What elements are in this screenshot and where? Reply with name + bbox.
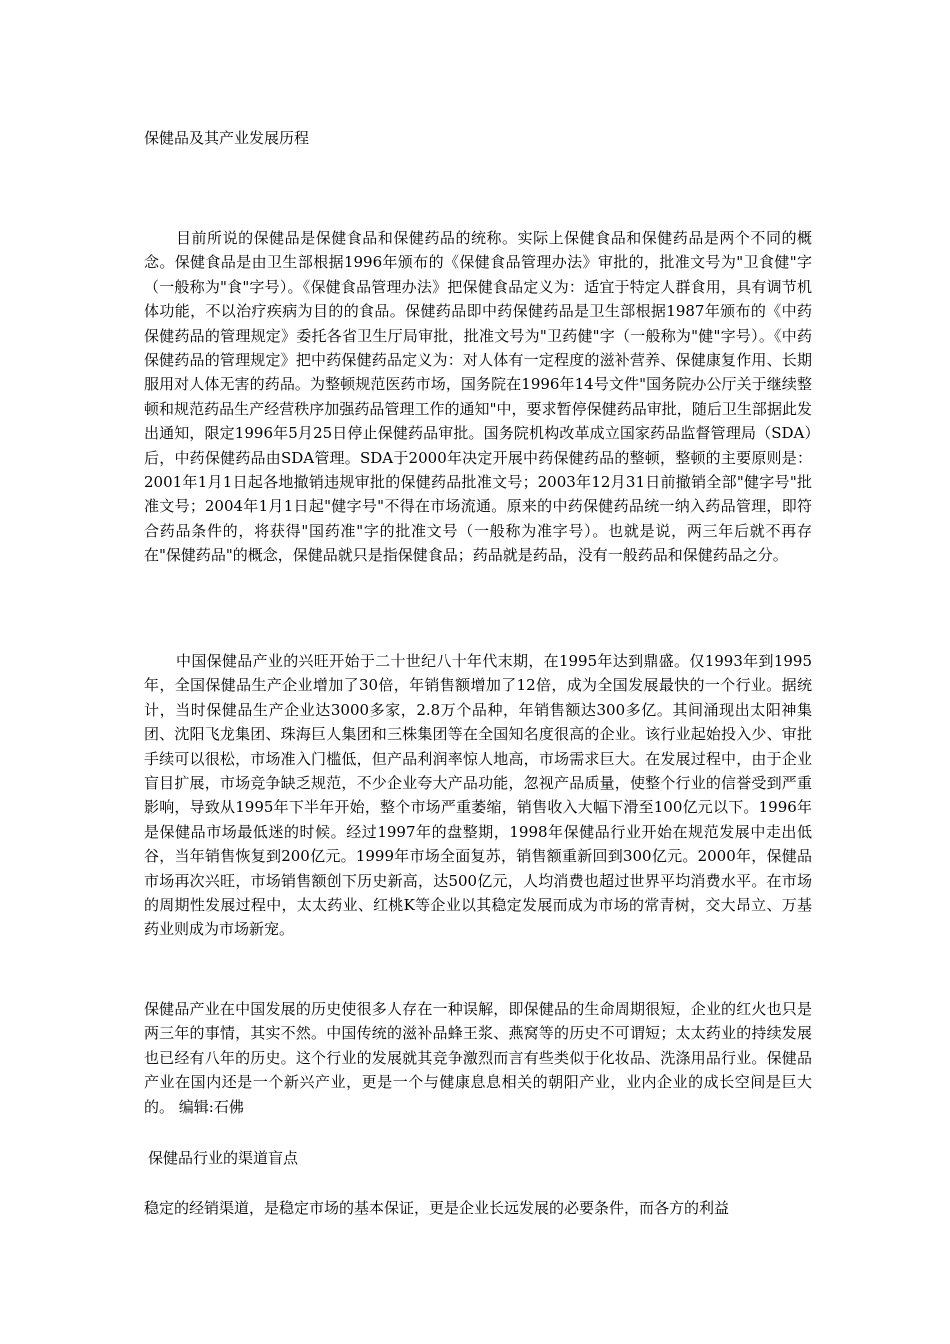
paragraph-industry-outlook: 保健品产业在中国发展的历史使很多人存在一种误解，即保健品的生命周期很短，企业的红火也只是两三年的事情，其实不然。中国传统的滋补品蜂王浆、燕窝等的历史不可谓短；太太药业的持续发展也已经有八年的历史。这个行业的发展就其竞争激烈而言有些类似于化妆品、洗涤用品行业。保健品产业在国内还是一个新兴产业，更是一个与健康息息相关的朝阳产业，业内企业的成长空间是巨大的。 编辑:石佛 bbox=[144, 1000, 812, 1116]
paragraph-channel-intro: 稳定的经销渠道，是稳定市场的基本保证，更是企业长远发展的必要条件，而各方的利益 bbox=[144, 1199, 730, 1217]
paragraph-industry-history: 中国保健品产业的兴旺开始于二十世纪八十年代末期，在1995年达到鼎盛。仅1993年到1995年，全国保健品生产企业增加了30倍，年销售额增加了12倍，成为全国发展最快的一个行业。据统计，当时保健品生产企业达3000多家，2.8万个品种，年销售额达300多亿。其间涌现出太阳神集团、沈阳飞龙集团、珠海巨人集团和三株集团等在全国知名度很高的企业。该行业起始投入少、审批手续可以很松，市场准入门槛低，但产品利润率惊人地高，市场需求巨大。在发展过程中，由于企业盲目扩展，市场竞争缺乏规范，不少企业夸大产品功能，忽视产品质量，使整个行业的信誉受到严重影响，导致从1995年下半年开始，整个市场严重萎缩，销售收入大幅下滑至100亿元以下。1996年是保健品市场最低迷的时候。经过1997年的盘整期，1998年保健品行业开始在规范发展中走出低谷，当年销售恢复到200亿元。1999年市场全面复苏，销售额重新回到300亿元。2000年，保健品市场再次兴旺，市场销售额创下历史新高，达500亿元，人均消费也超过世界平均消费水平。在市场的周期性发展过程中，太太药业、红桃K等企业以其稳定发展而成为市场的常青树，交大昂立、万基药业则成为市场新宠。 bbox=[144, 652, 812, 939]
document-title: 保健品及其产业发展历程 bbox=[144, 129, 310, 147]
paragraph-definition: 目前所说的保健品是保健食品和保健药品的统称。实际上保健食品和保健药品是两个不同的概念。保健食品是由卫生部根据1996年颁布的《保健食品管理办法》审批的，批准文号为"卫食健"字（一般称为"食"字号）。《保健食品管理办法》把保健食品定义为：适宜于特定人群食用，具有调节机体功能，不以治疗疾病为目的的食品。保健药品即中药保健药品是卫生部根据1987年颁布的《中药保健药品的管理规定》委托各省卫生厅局审批，批准文号为"卫药健"字（一般称为"健"字号）。《中药保健药品的管理规定》把中药保健药品定义为：对人体有一定程度的滋补营养、保健康复作用、长期服用对人体无害的药品。为整顿规范医药市场，国务院在1996年14号文件"国务院办公厅关于继续整顿和规范药品生产经营秩序加强药品管理工作的通知"中，要求暂停保健药品审批，随后卫生部据此发出通知，限定1996年5月25日停止保健药品审批。国务院机构改革成立国家药品监督管理局（SDA）后，中药保健药品由SDA管理。SDA于2000年决定开展中药保健药品的整顿，整顿的主要原则是：2001年1月1日起各地撤销违规审批的保健药品批准文号；2003年12月31日前撤销全部"健字号"批准文号；2004年1月1日起"健字号"不得在市场流通。原来的中药保健药品统一纳入药品管理，即符合药品条件的，将获得"国药准"字的批准文号（一般称为准字号）。也就是说，两三年后就不再存在"保健药品"的概念，保健品就只是指保健食品；药品就是药品，没有一般药品和保健药品之分。 bbox=[144, 229, 812, 565]
section-heading: 保健品行业的渠道盲点 bbox=[148, 1149, 299, 1167]
